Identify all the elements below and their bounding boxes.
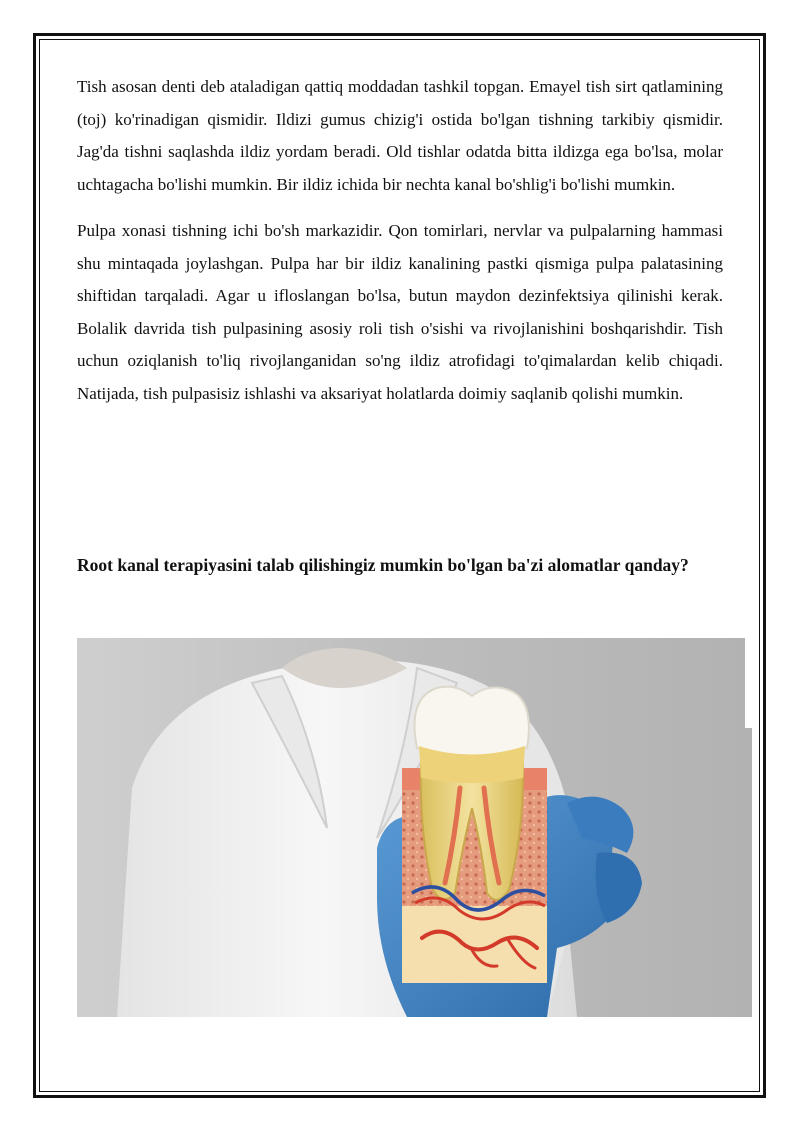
tooth-model-photo	[77, 638, 752, 1017]
paragraph-pulp-chamber: Pulpa xonasi tishning ichi bo'sh markazidir. Qon tomirlari, nervlar va pulpalarning hammasi shu mintaqada joylashgan. Pulpa har bir ildiz kanalining pastki qismiga pulpa palatasining shiftidan tarqaladi. Agar u ifloslangan bo'lsa, butun maydon dezinfektsiya qilinishi kerak. Bolalik davrida tish pulpasining asosiy roli tish o'sishi va rivojlanishini boshqarishdir. Tish uchun oziqlanish to'liq rivojlanganidan so'ng ildiz atrofidagi to'qimalardan kelib chiqadi. Natijada, tish pulpasisiz ishlashi va aksariyat holatlarda doimiy saqlanib qolishi mumkin.	[77, 221, 723, 403]
section-heading: Root kanal terapiyasini talab qilishingiz mumkin bo'lgan ba'zi alomatlar qanday?	[77, 555, 689, 575]
body-text	[77, 71, 723, 424]
paragraph-tooth-structure: Tish asosan denti deb ataladigan qattiq moddadan tashkil topgan. Emayel tish sirt qatlamining (toj) ko'rinadigan qismidir. Ildizi gumus chizig'i ostida bo'lgan tishning tarkibiy qismidir. Jag'da tishni saqlashda ildiz yordam beradi. Old tishlar odatda bitta ildizga ega bo'lsa, molar uchtagacha bo'lishi mumkin. Bir ildiz ichida bir nechta kanal bo'shlig'i bo'lishi mumkin.	[77, 77, 723, 194]
